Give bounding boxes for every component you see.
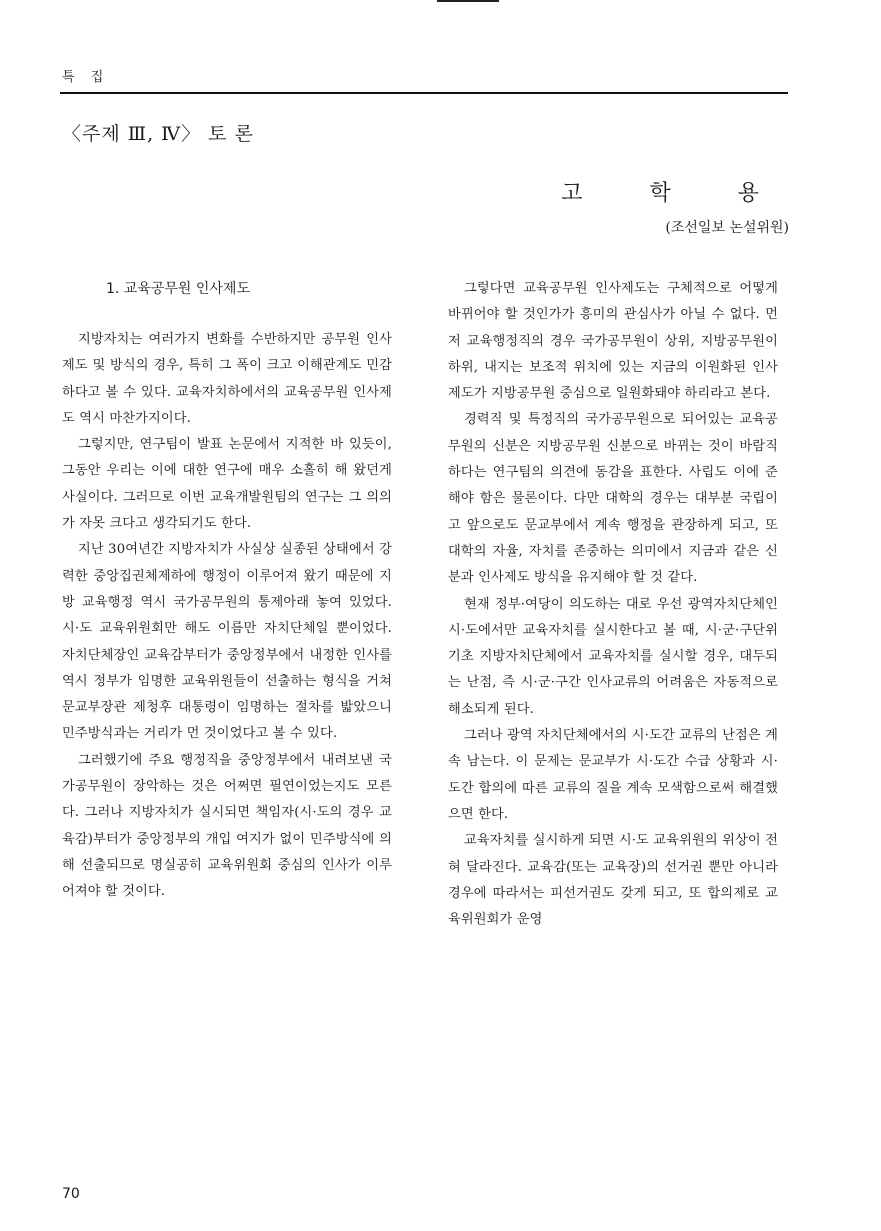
section-label: 특 집	[62, 70, 110, 85]
paragraph: 그러했기에 주요 행정직을 중앙정부에서 내려보낸 국가공무원이 장악하는 것은 어쩌면 필연이었는지도 모른다. 그러나 지방자치가 실시되면 책임자(시·도의 경우 교육감)부터가 중앙정부의 개입 여지가 없이 민주방식에 의해 선출되므로 명실공히 교육위원회 중심의 인사가 이루어져야 할 것이다.	[62, 752, 392, 900]
paragraph: 그렇지만, 연구팀이 발표 논문에서 지적한 바 있듯이, 그동안 우리는 이에 대한 연구에 매우 소홀히 해 왔던게 사실이다. 그러므로 이번 교육개발원팀의 연구는 그 의의가 자못 크다고 생각되기도 한다.	[62, 437, 392, 532]
right-column	[448, 276, 778, 933]
paragraph: 그러나 광역 자치단체에서의 시·도간 교류의 난점은 계속 남는다. 이 문제는 문교부가 시·도간 수급 상황과 시·도간 합의에 따른 교류의 질을 계속 모색함으로써 해결했으면 한다.	[448, 728, 778, 822]
paragraph: 지방자치는 여러가지 변화를 수반하지만 공무원 인사제도 및 방식의 경우, 특히 그 폭이 크고 이해관계도 민감하다고 볼 수 있다. 교육자치하에서의 교육공무원 인사제도 역시 마찬가지이다.	[62, 332, 392, 426]
top-edge-mark	[437, 0, 499, 2]
header-rule	[60, 92, 788, 94]
author-name: 고 학 용	[561, 181, 789, 206]
paragraph: 그렇다면 교육공무원 인사제도는 구체적으로 어떻게 바뀌어야 할 것인가가 흥미의 관심사가 아닐 수 없다. 먼저 교육행정직의 경우 국가공무원이 상위, 지방공무원이 하위, 내지는 보조적 위치에 있는 지금의 이원화된 인사제도가 지방공무원 중심으로 일원화돼야 하리라고 본다.	[448, 281, 778, 402]
paragraph: 지난 30여년간 지방자치가 사실상 실종된 상태에서 강력한 중앙집권체제하에 행정이 이루어져 왔기 때문에 지방 교육행정 역시 국가공무원의 통제아래 놓여 있었다. 시·도 교육위원회만 해도 이름만 자치단체일 뿐이었다. 자치단체장인 교육감부터가 중앙정부에서 내정한 인사를 역시 정부가 임명한 교육위원들이 선출하는 형식을 거쳐 문교부장관 제청후 대통령이 임명하는 절차를 밟았으니 민주방식과는 거리가 먼 것이었다고 볼 수 있다.	[62, 542, 392, 742]
article-title: 〈주제 Ⅲ, Ⅳ〉 토 론	[62, 123, 254, 145]
author-affiliation: (조선일보 논설위원)	[665, 220, 789, 236]
section-heading: 1. 교육공무원 인사제도	[106, 281, 250, 297]
paragraph: 경력직 및 특정직의 국가공무원으로 되어있는 교육공무원의 신분은 지방공무원 신분으로 바뀌는 것이 바람직하다는 연구팀의 의견에 동감을 표한다. 사립도 이에 준해야 함은 물론이다. 다만 대학의 경우는 대부분 국립이고 앞으로도 문교부에서 계속 행정을 관장하게 되고, 또 대학의 자율, 자치를 존중하는 의미에서 지금과 같은 신분과 인사제도 방식을 유지해야 할 것 같다.	[448, 412, 778, 586]
paragraph: 현재 정부·여당이 의도하는 대로 우선 광역자치단체인 시·도에서만 교육자치를 실시한다고 볼 때, 시·군·구단위 기초 지방자치단체에서 교육자치를 실시할 경우, 대두되는 난점, 즉 시·군·구간 인사교류의 어려움은 자동적으로 해소되게 된다.	[448, 596, 778, 717]
page-number: 70	[62, 1186, 80, 1202]
left-column	[62, 276, 392, 906]
paragraph: 교육자치를 실시하게 되면 시·도 교육위원의 위상이 전혀 달라진다. 교육감(또는 교육장)의 선거권 뿐만 아니라 경우에 따라서는 피선거권도 갖게 되고, 또 합의제로 교육위원회가 운영	[448, 833, 778, 928]
